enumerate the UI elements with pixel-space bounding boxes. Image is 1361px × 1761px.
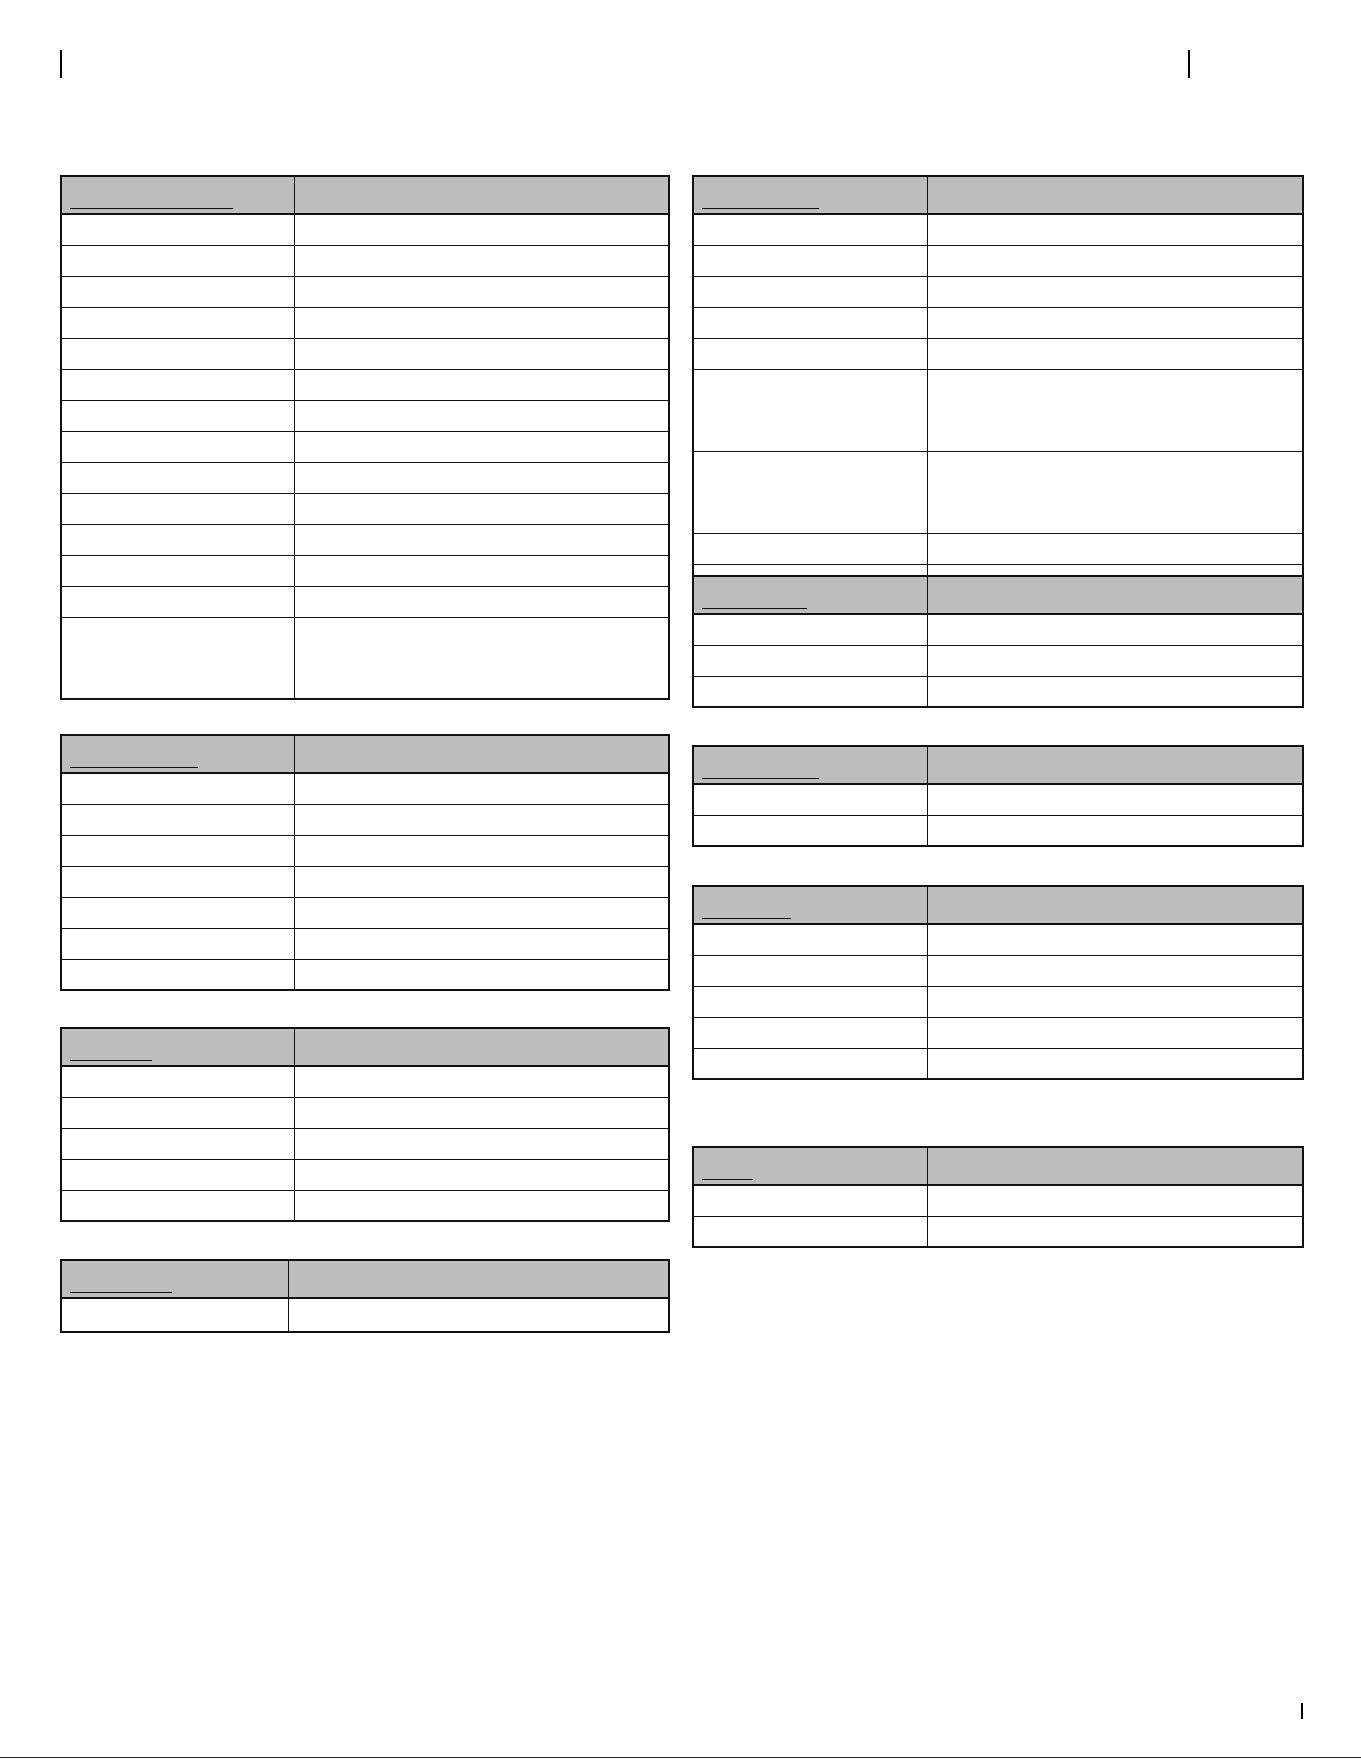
header-underline <box>702 1179 753 1180</box>
table-row <box>693 1216 1303 1247</box>
row-label-cell <box>693 815 927 846</box>
header-underline <box>70 1292 172 1293</box>
header-cell-label <box>693 1147 927 1185</box>
table-row <box>61 400 669 431</box>
row-value-cell <box>294 617 669 699</box>
row-label-cell <box>693 986 927 1017</box>
page-bottom-rule <box>0 1757 1361 1758</box>
table-header-row <box>61 735 669 773</box>
row-value-cell <box>294 214 669 245</box>
table-row <box>693 614 1303 645</box>
table-row <box>61 586 669 617</box>
table-row <box>61 1159 669 1190</box>
table-row <box>61 431 669 462</box>
table-row <box>693 1017 1303 1048</box>
row-label-cell <box>61 586 294 617</box>
table-row <box>61 773 669 804</box>
table-row <box>61 462 669 493</box>
crop-mark-top-right <box>1188 50 1190 78</box>
row-label-cell <box>61 245 294 276</box>
table-header-row <box>61 176 669 214</box>
row-value-cell <box>294 369 669 400</box>
table-row <box>61 959 669 990</box>
row-value-cell <box>294 1159 669 1190</box>
table-row <box>693 245 1303 276</box>
row-value-cell <box>294 1190 669 1221</box>
header-cell-value <box>927 576 1303 614</box>
row-label-cell <box>693 924 927 955</box>
table-header-row <box>693 176 1303 214</box>
row-value-cell <box>927 276 1303 307</box>
row-label-cell <box>693 1185 927 1216</box>
row-value-cell <box>927 1216 1303 1247</box>
row-label-cell <box>693 276 927 307</box>
row-value-cell <box>927 338 1303 369</box>
header-cell-label <box>693 746 927 784</box>
row-label-cell <box>61 835 294 866</box>
row-label-cell <box>61 1066 294 1097</box>
table-row <box>61 1190 669 1221</box>
row-value-cell <box>294 586 669 617</box>
table-row <box>61 804 669 835</box>
table-header-row <box>61 1028 669 1066</box>
left-table-3 <box>60 1027 670 1222</box>
table-row <box>693 645 1303 676</box>
row-value-cell <box>927 1048 1303 1079</box>
header-cell-value <box>927 746 1303 784</box>
row-value-cell <box>288 1298 669 1332</box>
row-label-cell <box>61 959 294 990</box>
table-row <box>61 1298 669 1332</box>
table-row <box>61 307 669 338</box>
row-value-cell <box>294 959 669 990</box>
table-row <box>693 338 1303 369</box>
row-value-cell <box>927 955 1303 986</box>
row-value-cell <box>927 986 1303 1017</box>
table-row <box>693 924 1303 955</box>
row-value-cell <box>294 400 669 431</box>
row-label-cell <box>693 307 927 338</box>
row-label-cell <box>693 1216 927 1247</box>
table-row <box>61 617 669 699</box>
table-header-row <box>693 576 1303 614</box>
row-label-cell <box>693 369 927 451</box>
left-table-1 <box>60 175 670 700</box>
row-label-cell <box>693 1048 927 1079</box>
row-label-cell <box>61 1298 288 1332</box>
row-value-cell <box>927 815 1303 846</box>
row-label-cell <box>61 400 294 431</box>
table-row <box>61 835 669 866</box>
row-value-cell <box>294 1128 669 1159</box>
table-row <box>693 784 1303 815</box>
header-cell-value <box>288 1260 669 1298</box>
row-label-cell <box>61 1128 294 1159</box>
table-row <box>61 897 669 928</box>
header-cell-value <box>927 176 1303 214</box>
row-value-cell <box>294 835 669 866</box>
row-label-cell <box>693 614 927 645</box>
table-row <box>693 533 1303 564</box>
row-value-cell <box>927 1185 1303 1216</box>
row-label-cell <box>61 462 294 493</box>
header-underline <box>702 918 791 919</box>
row-label-cell <box>61 338 294 369</box>
header-cell-label <box>61 735 294 773</box>
table-header-row <box>61 1260 669 1298</box>
row-value-cell <box>927 214 1303 245</box>
table-row <box>693 369 1303 451</box>
header-cell-label <box>61 1260 288 1298</box>
row-value-cell <box>294 276 669 307</box>
table-row <box>693 955 1303 986</box>
table-row <box>61 493 669 524</box>
row-value-cell <box>294 462 669 493</box>
table-row <box>61 866 669 897</box>
row-value-cell <box>927 451 1303 533</box>
header-underline <box>70 208 233 209</box>
left-table-2 <box>60 734 670 991</box>
row-value-cell <box>927 645 1303 676</box>
header-cell-value <box>294 176 669 214</box>
row-label-cell <box>61 928 294 959</box>
right-table-4 <box>692 885 1304 1080</box>
table-row <box>61 276 669 307</box>
header-cell-value <box>294 1028 669 1066</box>
row-value-cell <box>294 1097 669 1128</box>
row-value-cell <box>294 307 669 338</box>
table-row <box>61 338 669 369</box>
row-label-cell <box>693 1017 927 1048</box>
row-label-cell <box>61 276 294 307</box>
table-row <box>61 1097 669 1128</box>
table-row <box>693 1185 1303 1216</box>
row-label-cell <box>61 524 294 555</box>
table-row <box>61 928 669 959</box>
right-table-1 <box>692 175 1304 596</box>
row-label-cell <box>693 214 927 245</box>
header-cell-value <box>294 735 669 773</box>
row-value-cell <box>294 493 669 524</box>
row-label-cell <box>693 451 927 533</box>
table-row <box>693 986 1303 1017</box>
table-header-row <box>693 746 1303 784</box>
table-header-row <box>693 886 1303 924</box>
right-table-5 <box>692 1146 1304 1248</box>
table-row <box>61 1066 669 1097</box>
row-label-cell <box>693 676 927 707</box>
table-row <box>693 451 1303 533</box>
row-label-cell <box>61 897 294 928</box>
row-value-cell <box>294 431 669 462</box>
row-value-cell <box>927 614 1303 645</box>
row-value-cell <box>927 369 1303 451</box>
row-value-cell <box>927 307 1303 338</box>
row-value-cell <box>294 897 669 928</box>
table-row <box>61 1128 669 1159</box>
header-cell-label <box>693 886 927 924</box>
crop-mark-bottom-right <box>1301 1703 1303 1719</box>
table-row <box>61 555 669 586</box>
row-value-cell <box>294 245 669 276</box>
row-value-cell <box>294 555 669 586</box>
row-value-cell <box>294 338 669 369</box>
table-row <box>693 815 1303 846</box>
row-value-cell <box>294 866 669 897</box>
row-label-cell <box>693 955 927 986</box>
row-label-cell <box>61 773 294 804</box>
row-value-cell <box>294 1066 669 1097</box>
table-header-row <box>693 1147 1303 1185</box>
header-underline <box>702 778 819 779</box>
table-row <box>693 307 1303 338</box>
row-value-cell <box>294 773 669 804</box>
row-label-cell <box>61 1190 294 1221</box>
row-label-cell <box>61 214 294 245</box>
row-label-cell <box>61 804 294 835</box>
row-value-cell <box>927 533 1303 564</box>
row-value-cell <box>927 784 1303 815</box>
row-label-cell <box>61 1159 294 1190</box>
table-row <box>61 245 669 276</box>
table-row <box>61 214 669 245</box>
header-cell-value <box>927 886 1303 924</box>
row-label-cell <box>61 369 294 400</box>
table-row <box>693 214 1303 245</box>
table-row <box>61 524 669 555</box>
row-label-cell <box>61 866 294 897</box>
header-cell-label <box>693 576 927 614</box>
crop-mark-top-left <box>60 50 62 78</box>
row-value-cell <box>294 524 669 555</box>
row-label-cell <box>61 1097 294 1128</box>
row-label-cell <box>61 493 294 524</box>
header-cell-label <box>693 176 927 214</box>
row-value-cell <box>927 1017 1303 1048</box>
row-label-cell <box>693 533 927 564</box>
row-label-cell <box>61 555 294 586</box>
header-underline <box>702 608 807 609</box>
header-underline <box>702 208 819 209</box>
row-label-cell <box>61 307 294 338</box>
row-label-cell <box>693 784 927 815</box>
header-cell-value <box>927 1147 1303 1185</box>
row-label-cell <box>693 338 927 369</box>
row-value-cell <box>927 676 1303 707</box>
row-label-cell <box>693 245 927 276</box>
row-value-cell <box>294 804 669 835</box>
header-cell-label <box>61 1028 294 1066</box>
table-row <box>693 276 1303 307</box>
row-value-cell <box>927 924 1303 955</box>
header-underline <box>70 767 198 768</box>
table-row <box>693 1048 1303 1079</box>
row-label-cell <box>693 645 927 676</box>
row-label-cell <box>61 431 294 462</box>
left-table-4 <box>60 1259 670 1333</box>
table-row <box>61 369 669 400</box>
header-cell-label <box>61 176 294 214</box>
row-value-cell <box>294 928 669 959</box>
row-value-cell <box>927 245 1303 276</box>
right-table-3 <box>692 745 1304 847</box>
right-table-2 <box>692 575 1304 708</box>
header-underline <box>70 1060 152 1061</box>
table-row <box>693 676 1303 707</box>
row-label-cell <box>61 617 294 699</box>
